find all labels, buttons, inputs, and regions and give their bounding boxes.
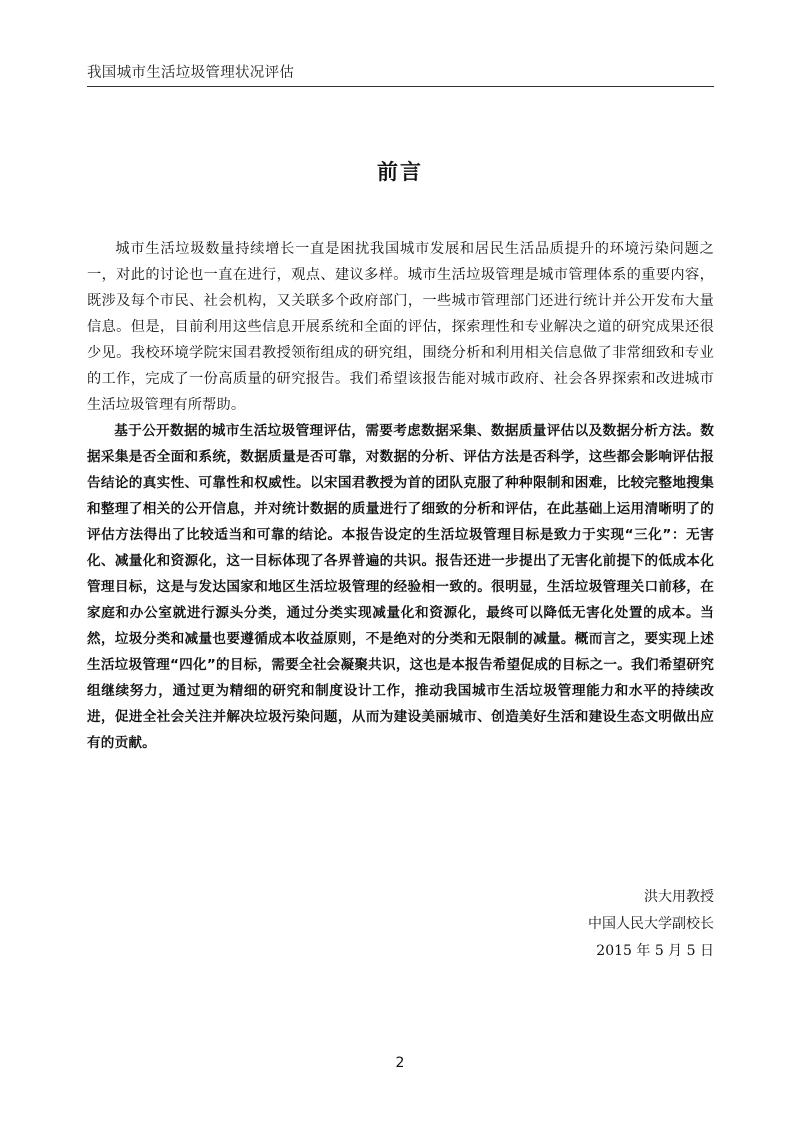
running-header: 我国城市生活垃圾管理状况评估 [87,65,295,81]
signature-block [414,884,714,965]
signature-name: 洪大用教授 [644,889,714,905]
header-divider [87,86,714,87]
page-number: 2 [395,1055,405,1071]
signature-date: 2015 年 5 月 5 日 [596,943,714,959]
paragraph-1: 城市生活垃圾数量持续增长一直是困扰我国城市发展和居民生活品质提升的环境污染问题之一，对此的讨论也一直在进行，观点、建议多样。城市生活垃圾管理是城市管理体系的重要内容，既涉及每个市民、社会机构，又关联多个政府部门，一些城市管理部门还进行统计并公开发布大量信息。但是，目前利用这些信息开展系统和全面的评估，探索理性和专业解决之道的研究成果还很少见。我校环境学院宋国君教授领衔组成的研究组，围绕分析和利用相关信息做了非常细致和专业的工作，完成了一份高质量的研究报告。我们希望该报告能对城市政府、社会各界探索和改进城市生活垃圾管理有所帮助。 [87,241,714,413]
preface-body [87,236,714,756]
signature-position: 中国人民大学副校长 [588,916,714,932]
page-title: 前言 [377,160,423,184]
paragraph-2: 基于公开数据的城市生活垃圾管理评估，需要考虑数据采集、数据质量评估以及数据分析方法。数据采集是否全面和系统，数据质量是否可靠，对数据的分析、评估方法是否科学，这些都会影响评估报告结论的真实性、可靠性和权威性。以宋国君教授为首的团队克服了种种限制和困难，比较完整地搜集和整理了相关的公开信息，并对统计数据的质量进行了细致的分析和评估，在此基础上运用清晰明了的评估方法得出了比较适当和可靠的结论。本报告设定的生活垃圾管理目标是致力于实现“三化”：无害化、减量化和资源化，这一目标体现了各界普遍的共识。报告还进一步提出了无害化前提下的低成本化管理目标，这是与发达国家和地区生活垃圾管理的经验相一致的。很明显，生活垃圾管理关口前移，在家庭和办公室就进行源头分类，通过分类实现减量化和资源化，最终可以降低无害化处置的成本。当然，垃圾分类和减量也要遵循成本收益原则，不是绝对的分类和无限制的减量。概而言之，要实现上述生活垃圾管理“四化”的目标，需要全社会凝聚共识，这也是本报告希望促成的目标之一。我们希望研究组继续努力，通过更为精细的研究和制度设计工作，推动我国城市生活垃圾管理能力和水平的持续改进，促进全社会关注并解决垃圾污染问题，从而为建设美丽城市、创造美好生活和建设生态文明做出应有的贡献。 [87,423,714,751]
